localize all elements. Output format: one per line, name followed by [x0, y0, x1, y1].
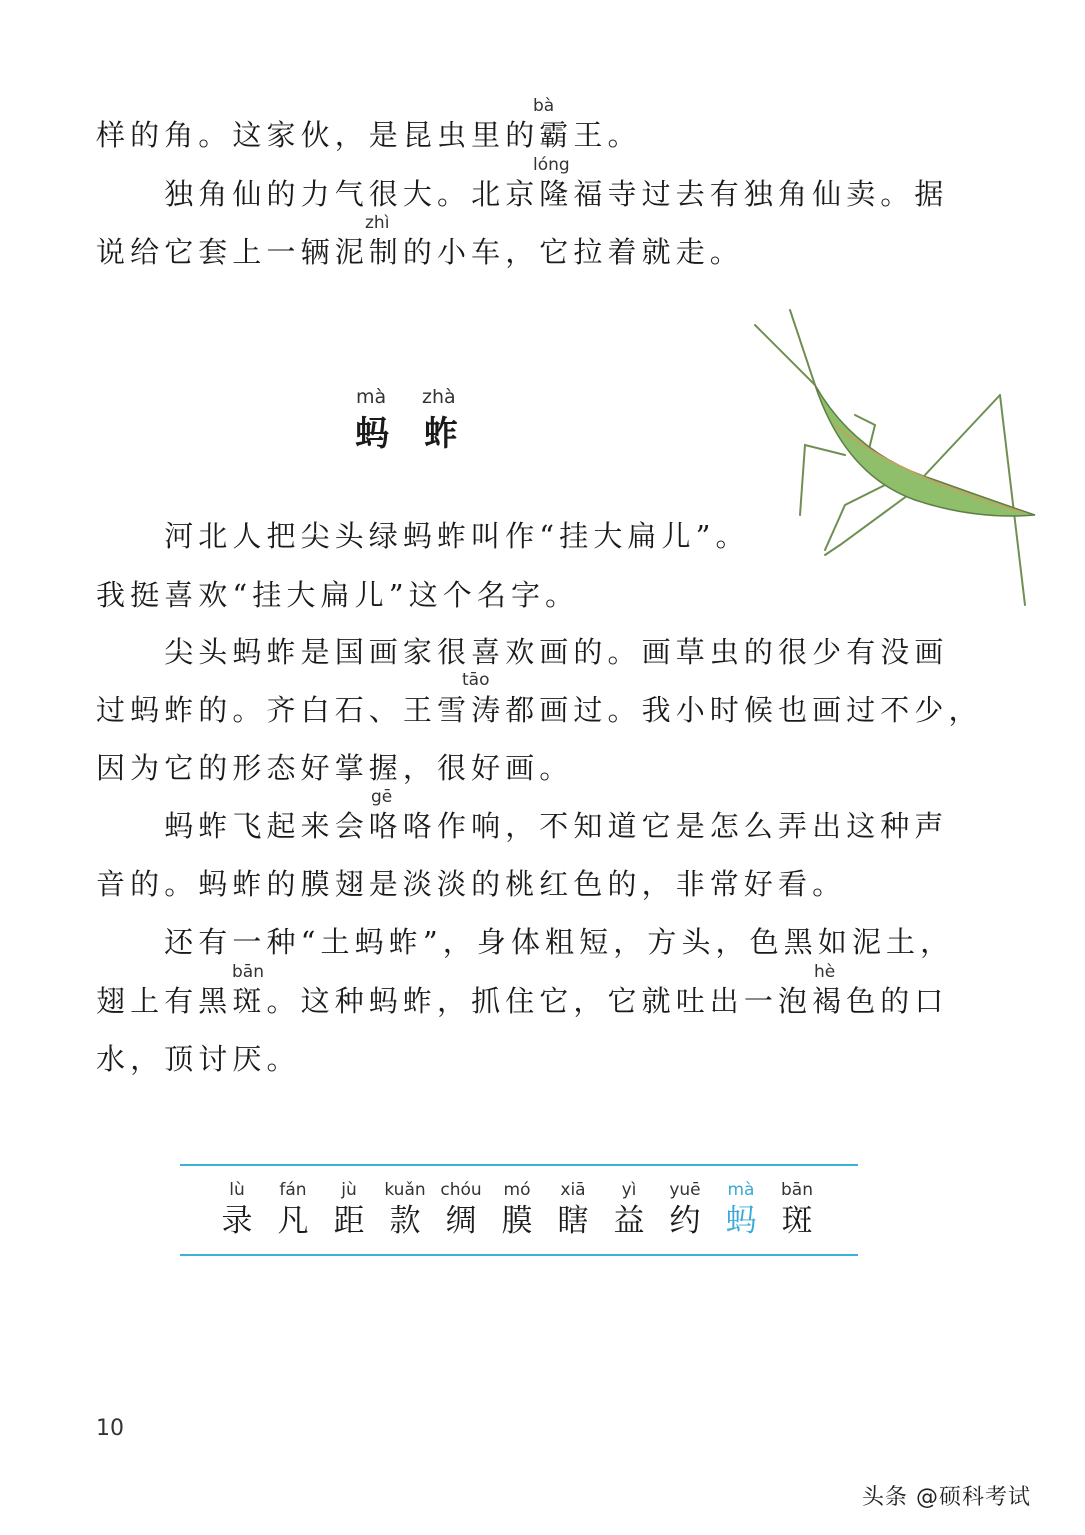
- vocab-char: 录: [221, 1203, 253, 1239]
- text-line: 水，顶讨厌。: [96, 1042, 301, 1076]
- vocab-pinyin: bān: [781, 1180, 813, 1200]
- vocab-char: 约: [669, 1203, 701, 1239]
- vocab-top-rule: [180, 1164, 858, 1166]
- vocab-pinyin: chóu: [440, 1180, 482, 1200]
- vocab-pinyin: kuǎn: [384, 1180, 426, 1200]
- text-line: 还有一种“土蚂蚱”，身体粗短，方头，色黑如泥土，: [96, 925, 955, 959]
- vocab-item: [769, 1179, 825, 1241]
- grasshopper-illustration: [745, 305, 1045, 615]
- watermark: 头条 @硕科考试: [862, 1485, 1031, 1510]
- vocab-pinyin: xiā: [560, 1180, 586, 1200]
- pinyin-annotation: hè: [814, 962, 836, 982]
- text-line: 河北人把尖头绿蚂蚱叫作“挂大扁儿”。: [96, 519, 750, 553]
- vocab-char: 斑: [781, 1203, 813, 1239]
- vocab-pinyin: mà: [727, 1180, 755, 1200]
- vocab-bottom-rule: [180, 1254, 858, 1256]
- pinyin-annotation: bān: [232, 962, 264, 982]
- vocab-item: [545, 1179, 601, 1241]
- title-pinyin: zhà: [422, 386, 456, 408]
- vocab-pinyin: mó: [503, 1180, 531, 1200]
- text-line: 蚂蚱飞起来会咯咯作响，不知道它是怎么弄出这种声: [96, 809, 949, 843]
- section-title-char: 蚱: [424, 414, 458, 454]
- text-line: 尖头蚂蚱是国画家很喜欢画的。画草虫的很少有没画: [96, 635, 949, 669]
- vocab-char: 距: [333, 1203, 365, 1239]
- vocab-pinyin: lù: [229, 1180, 245, 1200]
- page-number: 10: [96, 1416, 124, 1441]
- vocab-item: [209, 1179, 265, 1241]
- vocab-char: 凡: [277, 1203, 309, 1239]
- vocab-item: [321, 1179, 377, 1241]
- title-pinyin: mà: [356, 386, 387, 408]
- text-line: 独角仙的力气很大。北京隆福寺过去有独角仙卖。据: [96, 177, 949, 211]
- vocab-char: 益: [613, 1203, 645, 1239]
- text-line: 因为它的形态好掌握，很好画。: [96, 751, 574, 785]
- vocab-char: 膜: [501, 1203, 533, 1239]
- text-line: 我挺喜欢“挂大扁儿”这个名字。: [96, 578, 580, 612]
- vocab-pinyin: yuē: [669, 1180, 701, 1200]
- pinyin-annotation: lóng: [533, 155, 570, 175]
- vocab-pinyin: yì: [621, 1180, 637, 1200]
- text-line: 说给它套上一辆泥制的小车，它拉着就走。: [96, 235, 744, 269]
- text-line: 样的角。这家伙，是昆虫里的霸王。: [96, 118, 642, 152]
- vocab-item: [265, 1179, 321, 1241]
- vocab-char: 蚂: [725, 1203, 757, 1239]
- text-line: 翅上有黑斑。这种蚂蚱，抓住它，它就吐出一泡褐色的口: [96, 984, 949, 1018]
- text-line: 音的。蚂蚱的膜翅是淡淡的桃红色的，非常好看。: [96, 867, 847, 901]
- vocab-char: 瞎: [557, 1203, 589, 1239]
- vocab-char: 款: [389, 1203, 421, 1239]
- section-title-char: 蚂: [355, 414, 389, 454]
- vocab-item: [657, 1179, 713, 1241]
- vocab-item: [377, 1179, 433, 1241]
- vocab-item: [489, 1179, 545, 1241]
- pinyin-annotation: gē: [371, 787, 393, 807]
- vocab-char: 绸: [445, 1203, 477, 1239]
- vocab-item: [433, 1179, 489, 1241]
- text-line: 过蚂蚱的。齐白石、王雪涛都画过。我小时候也画过不少，: [96, 693, 983, 727]
- vocab-item: [601, 1179, 657, 1241]
- vocab-item-highlighted: [713, 1179, 769, 1241]
- vocab-pinyin: fán: [279, 1180, 307, 1200]
- vocab-pinyin: jù: [341, 1180, 357, 1200]
- pinyin-annotation: zhì: [365, 213, 390, 233]
- pinyin-annotation: tāo: [462, 670, 490, 690]
- pinyin-annotation: bà: [533, 96, 555, 116]
